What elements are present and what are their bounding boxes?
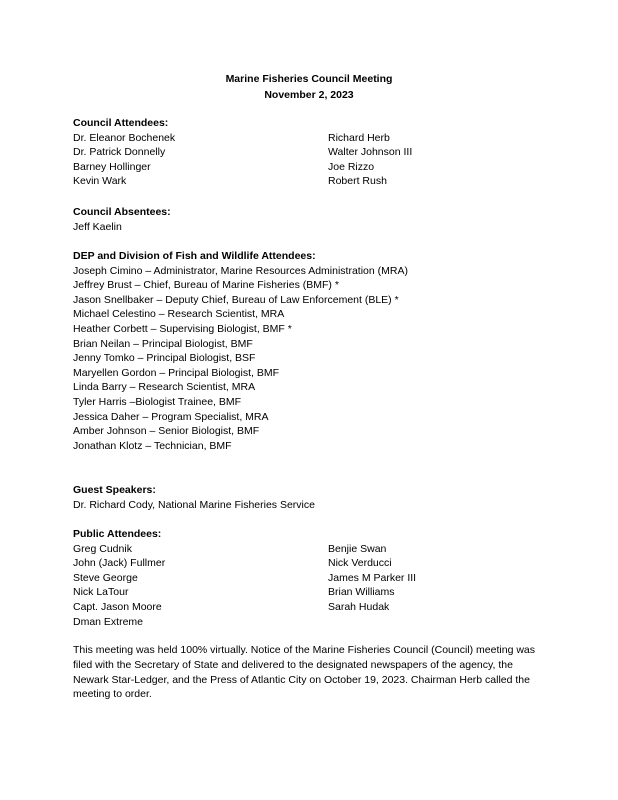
attendee-name: Richard Herb (328, 131, 390, 144)
staff-entry: Jeffrey Brust – Chief, Bureau of Marine Fisheries (BMF) * (73, 279, 339, 292)
public-attendee-name: Sarah Hudak (328, 600, 390, 613)
staff-entry: Jenny Tomko – Principal Biologist, BSF (73, 352, 256, 365)
council-attendees-section (73, 116, 553, 190)
public-attendee-name: Nick LaTour (73, 586, 129, 599)
guest-speaker-name: Dr. Richard Cody, National Marine Fisheries Service (73, 498, 315, 511)
attendee-name: Robert Rush (328, 175, 387, 188)
public-attendees-left-column (73, 542, 165, 630)
attendee-name: Walter Johnson III (328, 146, 413, 159)
attendee-name: Kevin Wark (73, 175, 127, 188)
staff-entry: Michael Celestino – Research Scientist, MRA (73, 308, 285, 321)
staff-entry: Tyler Harris –Biologist Trainee, BMF (73, 395, 242, 408)
council-absentees-heading: Council Absentees: (73, 206, 171, 218)
public-attendee-name: Capt. Jason Moore (73, 600, 162, 613)
attendee-name: Joe Rizzo (328, 160, 375, 173)
public-attendee-name: Nick Verducci (328, 557, 392, 570)
staff-entry: Jason Snellbaker – Deputy Chief, Bureau of Law Enforcement (BLE) * (73, 293, 399, 306)
staff-entry: Jessica Daher – Program Specialist, MRA (73, 410, 269, 423)
public-attendees-section (73, 527, 553, 630)
council-attendees-right-column (328, 131, 412, 189)
staff-entry: Maryellen Gordon – Principal Biologist, BMF (73, 366, 280, 379)
staff-entry: Joseph Cimino – Administrator, Marine Resources Administration (MRA) (73, 264, 408, 277)
meeting-notice-paragraph: This meeting was held 100% virtually. Notice of the Marine Fisheries Council (Council) meeting was filed with the Secretary of State and delivered to the designated newspapers of the agency, the Newark Star-Ledger, and the Press of Atlantic City on October 19, 2023. Chairman Herb called the meeting to order. (73, 644, 535, 701)
attendee-name: Dr. Patrick Donnelly (73, 146, 166, 159)
council-attendees-left-column (73, 131, 175, 189)
public-attendees-list (73, 542, 553, 630)
public-attendees-right-column (328, 542, 416, 615)
public-attendee-name: Dman Extreme (73, 615, 144, 628)
staff-entry: Jonathan Klotz – Technician, BMF (73, 439, 232, 452)
absentee-name: Jeff Kaelin (73, 220, 122, 233)
council-attendees-heading: Council Attendees: (73, 117, 169, 129)
staff-entry: Amber Johnson – Senior Biologist, BMF (73, 425, 260, 438)
guest-speakers-heading: Guest Speakers: (73, 484, 156, 496)
public-attendee-name: James M Parker III (328, 571, 417, 584)
document-title: Marine Fisheries Council Meeting (225, 73, 393, 85)
public-attendee-name: John (Jack) Fullmer (73, 557, 166, 570)
dep-attendees-heading: DEP and Division of Fish and Wildlife Attendees: (73, 250, 316, 262)
public-attendee-name: Brian Williams (328, 586, 395, 599)
public-attendee-name: Steve George (73, 571, 138, 584)
public-attendees-heading: Public Attendees: (73, 528, 162, 540)
staff-entry: Heather Corbett – Supervising Biologist, BMF * (73, 322, 292, 335)
dep-attendees-section (73, 249, 553, 453)
staff-entry: Brian Neilan – Principal Biologist, BMF (73, 337, 253, 350)
council-absentees-section (73, 205, 553, 234)
attendee-name: Barney Hollinger (73, 160, 151, 173)
guest-speakers-section (73, 483, 553, 512)
meeting-date: November 2, 2023 (264, 89, 354, 101)
council-attendees-list (73, 131, 553, 190)
staff-entry: Linda Barry – Research Scientist, MRA (73, 381, 256, 394)
public-attendee-name: Greg Cudnik (73, 542, 132, 555)
public-attendee-name: Benjie Swan (328, 542, 387, 555)
attendee-name: Dr. Eleanor Bochenek (73, 131, 176, 144)
